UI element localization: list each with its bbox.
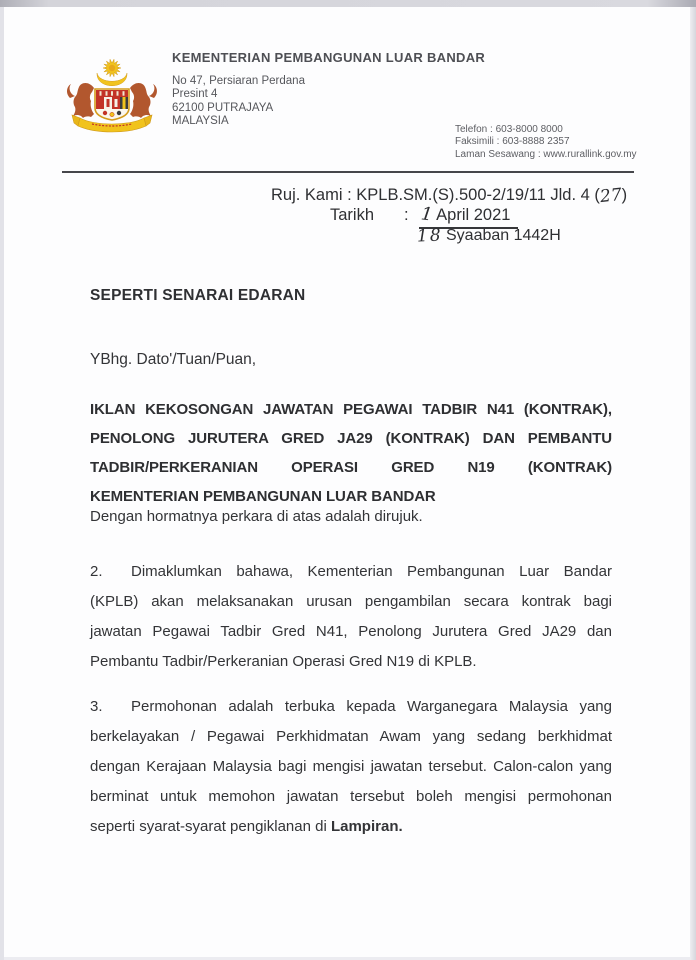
address-line: Presint 4: [172, 88, 218, 101]
crest-tiger-left: [67, 83, 94, 118]
crest-crescent: [97, 73, 127, 86]
reference-number-line: [271, 184, 628, 208]
photo-edge-top: [0, 0, 696, 7]
subject-line: TADBIR/PERKERANIAN OPERASI GRED N19 (KONTRAK): [90, 459, 612, 476]
reference-number-handwritten: 27: [599, 184, 623, 208]
subject-line: PENOLONG JURUTERA GRED JA29 (KONTRAK) DAN PEMBANTU: [90, 430, 612, 447]
header-divider: [62, 171, 634, 173]
reference-number: Ruj. Kami : KPLB.SM.(S).500-2/19/11 Jld. 4 (: [271, 186, 600, 204]
paragraph-number: 2.: [90, 563, 103, 580]
hijri-date: Syaaban 1442H: [446, 227, 561, 244]
ministry-name: KEMENTERIAN PEMBANGUNAN LUAR BANDAR: [172, 50, 486, 65]
contact-line-website: Laman Sesawang : www.rurallink.gov.my: [455, 148, 637, 160]
date-colon: :: [404, 206, 409, 224]
paragraph-line: Pembantu Tadbir/Perkeranian Operasi Gred N19 di KPLB.: [90, 653, 477, 670]
paragraph-line: [90, 812, 612, 842]
contact-line-fax: Faksimili : 603-8888 2357: [455, 136, 570, 148]
address-line: 62100 PUTRAJAYA: [172, 101, 274, 114]
paragraph-line: [90, 557, 612, 587]
paragraph-text: Permohonan adalah terbuka kepada Warganegara Malaysia yang: [131, 698, 612, 715]
date-day-handwritten: 1: [419, 203, 434, 226]
paragraph-line: jawatan Pegawai Tadbir Gred N41, Penolong Jurutera Gred JA29 dan: [90, 623, 612, 640]
paragraph-line: [90, 692, 612, 722]
opening-paragraph: Dengan hormatnya perkara di atas adalah dirujuk.: [90, 508, 423, 525]
address-line: MALAYSIA: [172, 115, 229, 128]
paragraph-line: berminat untuk memohon jawatan tersebut boleh mengisi permohonan: [90, 788, 612, 805]
distribution-list-label: SEPERTI SENARAI EDARAN: [90, 287, 306, 304]
subject-line: KEMENTERIAN PEMBANGUNAN LUAR BANDAR: [90, 488, 436, 505]
lampiran-bold-text: Lampiran.: [330, 818, 403, 835]
paragraph-3: [90, 692, 612, 842]
contact-line-phone: Telefon : 603-8000 8000: [455, 124, 563, 135]
malaysia-coat-of-arms-logo: [62, 55, 162, 151]
address-line: No 47, Persiaran Perdana: [172, 75, 305, 87]
hijri-day-handwritten: 18: [416, 225, 443, 247]
paragraph-line: berkelayakan / Pegawai Perkhidmatan Awam yang sedang berkhidmat: [90, 728, 612, 745]
paragraph-text: seperti syarat-syarat pengiklanan di: [90, 818, 331, 835]
reference-number-close: ): [621, 186, 628, 204]
ministry-address: [172, 75, 305, 129]
paragraph-number: 3.: [90, 698, 103, 715]
salutation: YBhg. Dato'/Tuan/Puan,: [90, 351, 257, 368]
photo-edge-left: [0, 7, 4, 960]
date-month-year: April 2021: [436, 206, 511, 224]
paragraph-text: Dimaklumkan bahawa, Kementerian Pembangunan Luar Bandar: [131, 563, 612, 580]
date-label: Tarikh: [330, 206, 375, 224]
subject-line: IKLAN KEKOSONGAN JAWATAN PEGAWAI TADBIR N41 (KONTRAK),: [90, 401, 612, 418]
photo-edge-right: [690, 7, 696, 960]
paragraph-2: [90, 557, 612, 677]
paragraph-line: (KPLB) akan melaksanakan urusan pengambilan secara kontrak bagi: [90, 593, 612, 610]
ministry-contact: [455, 124, 637, 161]
paragraph-line: dengan Kerajaan Malaysia bagi mengisi jawatan tersebut. Calon-calon yang: [90, 758, 612, 775]
crest-tiger-right: [130, 83, 157, 118]
crest-shield: [95, 89, 129, 120]
subject-heading: [90, 395, 612, 511]
